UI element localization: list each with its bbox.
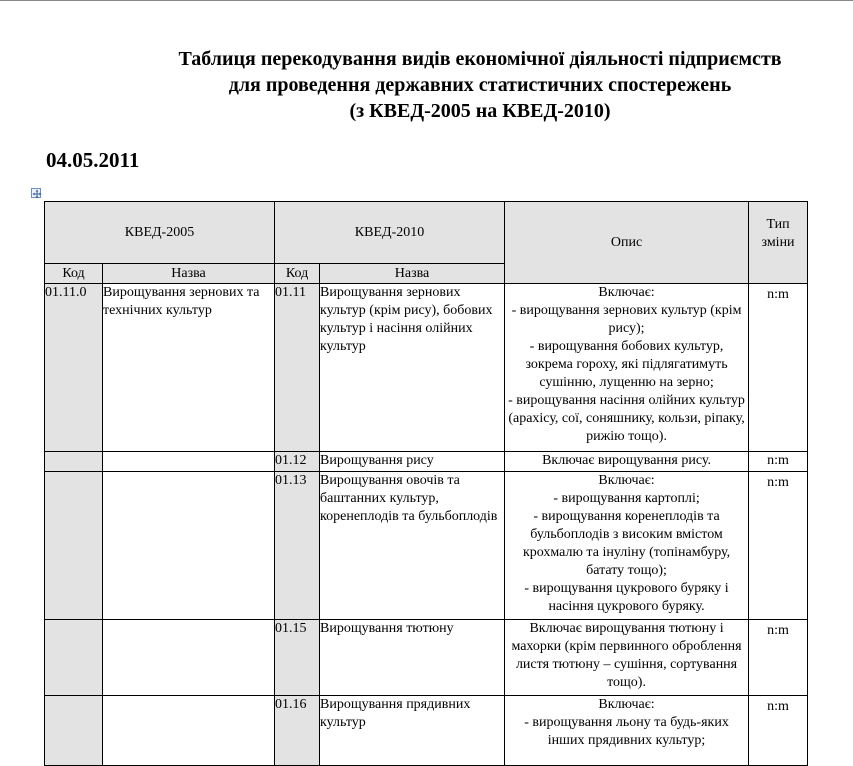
description-cell (505, 452, 749, 472)
description-cell (505, 284, 749, 452)
table-move-handle-icon[interactable] (31, 188, 41, 198)
page-top-edge (0, 0, 853, 4)
change-type-cell: n:m (749, 452, 808, 472)
header-kved-2005: КВЕД-2005 (45, 202, 275, 264)
description-line: Включає: (598, 473, 655, 488)
header-code-2005: Код (45, 264, 103, 284)
change-type-cell: n:m (749, 620, 808, 696)
new-name-cell: Вирощування тютюну (320, 620, 505, 696)
table-row (45, 472, 808, 620)
old-code-cell (45, 472, 103, 620)
description-line: Включає: (598, 285, 655, 300)
description-line: Включає вирощування рису. (542, 453, 711, 468)
new-code-cell: 01.13 (275, 472, 320, 620)
change-type-cell: n:m (749, 472, 808, 620)
recode-table (44, 201, 808, 766)
header-kved-2010: КВЕД-2010 (275, 202, 505, 264)
table-row (45, 284, 808, 452)
description-line: Включає вирощування тютюну і махорки (крім первинного оброблення листя тютюну – сушіння, сортування тощо). (511, 621, 742, 690)
description-line: - вирощування льону та будь-яких інших прядивних культур; (524, 715, 729, 748)
header-change-type: Тип зміни (749, 202, 808, 284)
header-description: Опис (505, 202, 749, 284)
table-row (45, 696, 808, 766)
title-line-2: для проведення державних статистичних спостережень (228, 74, 732, 96)
description-line: - вирощування насіння олійних культур (арахісу, сої, соняшнику, кользи, ріпаку, рижію тощо). (508, 393, 745, 444)
description-line: Включає: (598, 697, 655, 712)
description-line: - вирощування бобових культур, зокрема гороху, які підлягатимуть сушінню, лущенню на зерно; (525, 339, 728, 390)
header-code-2010: Код (275, 264, 320, 284)
new-code-cell: 01.16 (275, 696, 320, 766)
new-name-cell: Вирощування прядивних культур (320, 696, 505, 766)
description-line: - вирощування зернових культур (крім рису); (511, 303, 742, 336)
document-date: 04.05.2011 (46, 148, 140, 172)
old-code-cell: 01.11.0 (45, 284, 103, 452)
new-name-cell: Вирощування овочів та баштанних культур, коренеплодів та бульбоплодів (320, 472, 505, 620)
old-code-cell (45, 452, 103, 472)
old-name-cell (103, 620, 275, 696)
old-name-cell (103, 452, 275, 472)
description-cell (505, 696, 749, 766)
description-line: - вирощування коренеплодів та бульбоплодів з високим вмістом крохмалю та інуліну (топінамбуру, батату тощо); (522, 509, 731, 578)
old-code-cell (45, 620, 103, 696)
description-cell (505, 620, 749, 696)
old-name-cell (103, 696, 275, 766)
description-line: - вирощування цукрового буряку і насіння цукрового буряку. (524, 581, 729, 614)
change-type-cell: n:m (749, 696, 808, 766)
header-name-2005: Назва (103, 264, 275, 284)
document-title (130, 46, 830, 124)
table-row (45, 620, 808, 696)
new-name-cell: Вирощування зернових культур (крім рису), бобових культур і насіння олійних культур (320, 284, 505, 452)
description-line: - вирощування картоплі; (553, 491, 700, 506)
new-code-cell: 01.11 (275, 284, 320, 452)
description-cell (505, 472, 749, 620)
title-line-1: Таблиця перекодування видів економічної діяльності підприємств (178, 48, 782, 70)
change-type-cell: n:m (749, 284, 808, 452)
new-code-cell: 01.15 (275, 620, 320, 696)
new-code-cell: 01.12 (275, 452, 320, 472)
title-line-3: (з КВЕД-2005 на КВЕД-2010) (349, 100, 611, 122)
new-name-cell: Вирощування рису (320, 452, 505, 472)
old-code-cell (45, 696, 103, 766)
table-row (45, 452, 808, 472)
old-name-cell (103, 472, 275, 620)
header-name-2010: Назва (320, 264, 505, 284)
old-name-cell: Вирощування зернових та технічних культур (103, 284, 275, 452)
